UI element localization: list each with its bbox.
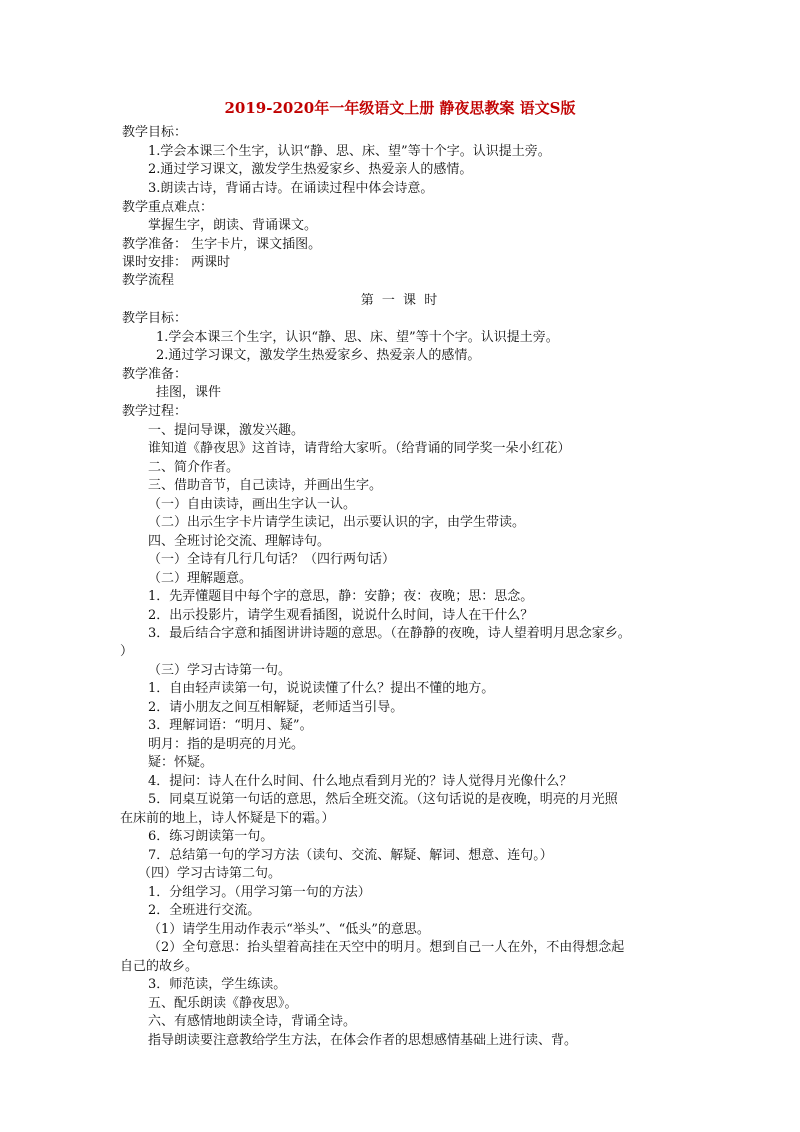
text-line: 四、全班讨论交流、理解诗句。 <box>148 534 331 549</box>
text-line: 7．总结第一句的学习方法（读句、交流、解疑、解词、想意、连句。） <box>148 848 553 863</box>
text-line: 在床前的地上，诗人怀疑是下的霜。） <box>120 811 335 826</box>
text-line: 3．理解词语：“明月、疑”。 <box>148 718 313 733</box>
text-line: （二）理解题意。 <box>148 571 253 586</box>
text-line: 教学准备： 生字卡片，课文插图。 <box>122 237 322 252</box>
text-line: （四）学习古诗第二句。 <box>138 866 282 881</box>
text-line: 1．自由轻声读第一句，说说读懂了什么？提出不懂的地方。 <box>148 681 495 696</box>
text-line: 二、简介作者。 <box>148 460 240 475</box>
text-line: 三、借助音节，自己读诗，并画出生字。 <box>148 478 383 493</box>
text-line: 教学目标： <box>122 311 188 326</box>
text-line: 1．分组学习。（用学习第一句的方法） <box>148 885 371 900</box>
text-line: 1.学会本课三个生字，认识“静、思、床、望”等十个字。认识提土旁。 <box>156 330 559 345</box>
text-line: 1．先弄懂题目中每个字的意思，静：安静；夜：夜晚；思：思念。 <box>148 589 534 604</box>
text-line: 3．最后结合字意和插图讲讲诗题的意思。（在静静的夜晚，诗人望着明月思念家乡。 <box>148 626 631 641</box>
text-line: 教学过程： <box>122 404 188 419</box>
text-line: （二）出示生字卡片请学生读记，出示要认识的字，由学生带读。 <box>148 515 526 530</box>
text-line: 教学准备： <box>122 367 188 382</box>
text-line: 五、配乐朗读《静夜思》。 <box>148 996 298 1011</box>
text-line: 挂图，课件 <box>156 385 222 400</box>
text-line: 六、有感情地朗读全诗，背诵全诗。 <box>148 1014 357 1029</box>
text-line: 3．师范读，学生练读。 <box>148 977 287 992</box>
text-line: 3.朗读古诗，背诵古诗。在诵读过程中体会诗意。 <box>148 181 434 196</box>
section-heading: 第 一 课 时 <box>360 293 440 308</box>
text-line: 课时安排： 两课时 <box>122 255 231 270</box>
text-line: （2）全句意思：抬头望着高挂在天空中的明月。想到自己一人在外，不由得想念起 <box>148 940 625 955</box>
text-line: 教学重点难点： <box>122 200 214 215</box>
text-line: 一、提问导课，激发兴趣。 <box>148 423 305 438</box>
text-line: （三）学习古诗第一句。 <box>148 663 292 678</box>
text-line: 5．同桌互说第一句话的意思，然后全班交流。（这句话说的是夜晚，明亮的月光照 <box>148 792 618 807</box>
text-line: 指导朗读要注意教给学生方法，在体会作者的思想感情基础上进行读、背。 <box>148 1033 578 1048</box>
text-line: 掌握生字，朗读、背诵课文。 <box>148 218 318 233</box>
text-line: 2．请小朋友之间互相解疑，老师适当引导。 <box>148 700 404 715</box>
text-line: 2.通过学习课文，激发学生热爱家乡、热爱亲人的感情。 <box>156 348 481 363</box>
text-line: 自己的故乡。 <box>120 959 199 974</box>
text-line: （1）请学生用动作表示“举头”、“低头”的意思。 <box>148 922 430 937</box>
text-line: （一）自由读诗，画出生字认一认。 <box>148 497 357 512</box>
text-line: 谁知道《静夜思》这首诗，请背给大家听。（给背诵的同学奖一朵小红花） <box>148 441 571 456</box>
text-line: 2.通过学习课文，激发学生热爱家乡、热爱亲人的感情。 <box>148 162 473 177</box>
text-line: 教学流程 <box>122 273 175 288</box>
text-line: 疑：怀疑。 <box>148 755 214 770</box>
text-line: 教学目标： <box>122 125 188 140</box>
text-line: 6．练习朗读第一句。 <box>148 829 274 844</box>
text-line: 明月：指的是明亮的月光。 <box>148 737 305 752</box>
text-line: 2．出示投影片，请学生观看插图，说说什么时间，诗人在干什么？ <box>148 608 534 623</box>
document-title: 2019-2020年一年级语文上册 静夜思教案 语文S版 <box>224 99 576 117</box>
text-line: 2．全班进行交流。 <box>148 903 261 918</box>
text-line: （一）全诗有几行几句话？（四行两句话） <box>148 552 396 567</box>
text-line: 1.学会本课三个生字，认识“静、思、床、望”等十个字。认识提土旁。 <box>148 144 551 159</box>
text-line: 4．提问：诗人在什么时间、什么地点看到月光的？诗人觉得月光像什么？ <box>148 774 573 789</box>
text-line: ） <box>120 644 134 659</box>
